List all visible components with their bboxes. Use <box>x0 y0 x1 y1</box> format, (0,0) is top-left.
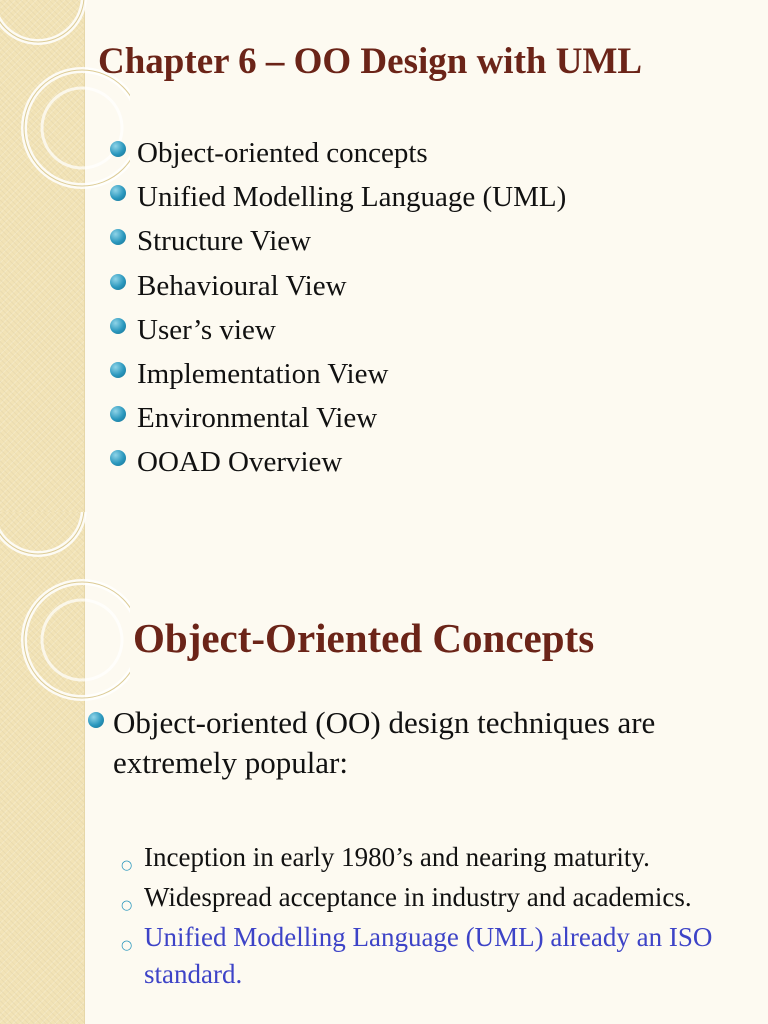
bullet-icon <box>110 141 126 157</box>
bullet-icon <box>110 185 126 201</box>
list-item: User’s view <box>110 308 566 352</box>
bullet-icon <box>110 229 126 245</box>
list-item: ○ Widespread acceptance in industry and academics. <box>121 879 746 916</box>
list-item: ○ Inception in early 1980’s and nearing maturity. <box>121 839 746 876</box>
decorative-rings-icon <box>0 512 130 712</box>
bullet-icon <box>110 274 126 290</box>
main-point <box>88 703 768 783</box>
bullet-icon <box>110 450 126 466</box>
topic-list <box>110 131 566 485</box>
ring-bullet-icon: ○ <box>121 938 133 953</box>
ring-bullet-icon: ○ <box>121 858 133 873</box>
bullet-icon <box>110 318 126 334</box>
sub-point-list <box>121 839 746 996</box>
list-item: Environmental View <box>110 396 566 440</box>
list-item: Implementation View <box>110 352 566 396</box>
slide-title: Object-Oriented Concepts <box>133 615 595 661</box>
list-item: OOAD Overview <box>110 440 566 484</box>
slide-title: Chapter 6 – OO Design with UML <box>98 41 643 82</box>
main-point-text: Object-oriented (OO) design techniques are extremely popular: <box>113 705 656 780</box>
list-item-highlight: ○ Unified Modelling Language (UML) already an ISO standard. <box>121 922 713 989</box>
list-item: Behavioural View <box>110 264 566 308</box>
bullet-icon <box>110 406 126 422</box>
bullet-icon <box>110 362 126 378</box>
bullet-icon <box>88 712 104 728</box>
list-item: Unified Modelling Language (UML) <box>110 175 566 219</box>
list-item: Structure View <box>110 219 566 263</box>
list-item: Object-oriented concepts <box>110 131 566 175</box>
ring-bullet-icon: ○ <box>121 898 133 913</box>
